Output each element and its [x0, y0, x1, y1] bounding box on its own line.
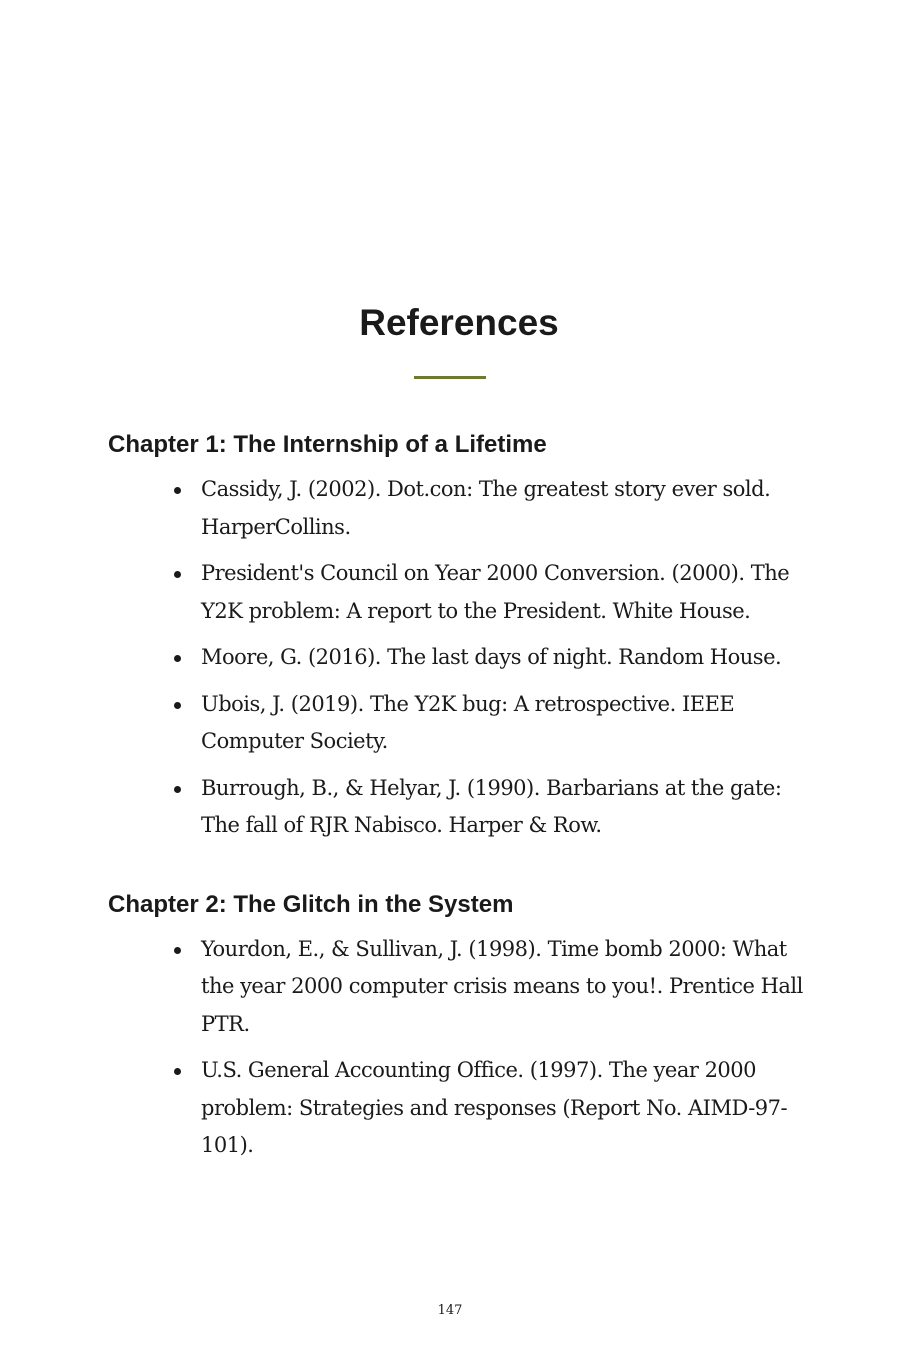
reference-item [174, 686, 808, 761]
reference-text: President's Council on Year 2000 Conversion. (2000). The Y2K problem: A report to the President. White House. [201, 561, 790, 623]
page-title: References [359, 302, 559, 343]
reference-list [108, 471, 808, 845]
bullet-icon [174, 487, 181, 494]
reference-item [174, 555, 808, 630]
chapter-1-section [108, 427, 808, 845]
bullet-icon [174, 786, 181, 793]
reference-item [174, 931, 808, 1044]
bullet-icon [174, 655, 181, 662]
chapter-heading: Chapter 1: The Internship of a Lifetime [108, 431, 547, 458]
bullet-icon [174, 702, 181, 709]
reference-item [174, 1052, 808, 1165]
reference-text: Yourdon, E., & Sullivan, J. (1998). Time bomb 2000: What the year 2000 computer crisis means to you!. Prentice Hall PTR. [201, 936, 803, 1036]
reference-item [174, 471, 808, 546]
reference-list [108, 931, 808, 1165]
chapter-2-section [108, 887, 808, 1165]
bullet-icon [174, 947, 181, 954]
reference-text: Cassidy, J. (2002). Dot.con: The greatest story ever sold. HarperCollins. [201, 477, 771, 539]
reference-text: U.S. General Accounting Office. (1997). The year 2000 problem: Strategies and responses (Report No. AIMD-97-101). [201, 1058, 788, 1157]
references-content [108, 427, 808, 1207]
reference-text: Ubois, J. (2019). The Y2K bug: A retrospective. IEEE Computer Society. [201, 691, 735, 753]
bullet-icon [174, 1068, 181, 1075]
reference-text: Burrough, B., & Helyar, J. (1990). Barbarians at the gate: The fall of RJR Nabisco. Harper & Row. [201, 775, 782, 837]
chapter-heading: Chapter 2: The Glitch in the System [108, 890, 514, 918]
reference-item [174, 770, 808, 845]
reference-text: Moore, G. (2016). The last days of night. Random House. [201, 645, 782, 669]
bullet-icon [174, 571, 181, 578]
title-divider [414, 376, 486, 379]
page-number: 147 [437, 1303, 463, 1318]
reference-item [174, 639, 808, 677]
